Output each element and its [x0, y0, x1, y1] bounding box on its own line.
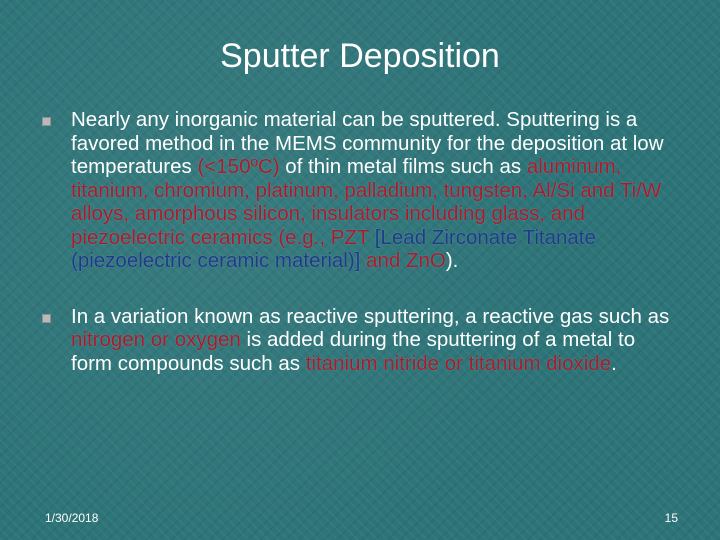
bullet-text-segment: Nearly any inorganic material can be sputtered. Sputtering is a favored method in the MEMS community for the deposition at low temperatures: [71, 108, 664, 178]
temperature-highlight: (<150ºC): [197, 155, 280, 178]
bullet-text-segment: ).: [445, 249, 459, 272]
bullet-text-segment: .: [611, 351, 617, 375]
slide-title: Sputter Deposition: [220, 37, 500, 75]
square-bullet-icon: [42, 117, 51, 126]
bullet-item-sputtering-materials: [42, 108, 672, 273]
bullet-text-segment: of thin metal films such as: [279, 155, 527, 178]
zno-highlight: and ZnO: [360, 249, 446, 272]
bullet-list: [42, 108, 672, 375]
footer-date: 1/30/2018: [45, 511, 99, 525]
pzt-definition-highlight: [Lead Zirconate Titanate (piezoelectric ceramic material)]: [71, 225, 596, 272]
slide-number: 15: [664, 511, 678, 525]
reactive-gas-highlight: nitrogen or oxygen: [71, 328, 241, 351]
bullet-text-segment: In a variation known as reactive sputtering, a reactive gas such as: [71, 304, 670, 328]
compounds-highlight: titanium nitride or titanium dioxide: [305, 351, 612, 375]
bullet-text-segment: is added during the sputtering of a metal to form compounds such as: [71, 328, 636, 375]
materials-highlight: aluminum, titanium, chromium, platinum, palladium, tungsten, Al/Si and Ti/W alloys, amorphous silicon, insulators including glass, and piezoelectric ceramics (e.g., PZT: [71, 155, 662, 249]
square-bullet-icon: [42, 314, 51, 323]
bullet-item-reactive-sputtering: [42, 305, 672, 376]
